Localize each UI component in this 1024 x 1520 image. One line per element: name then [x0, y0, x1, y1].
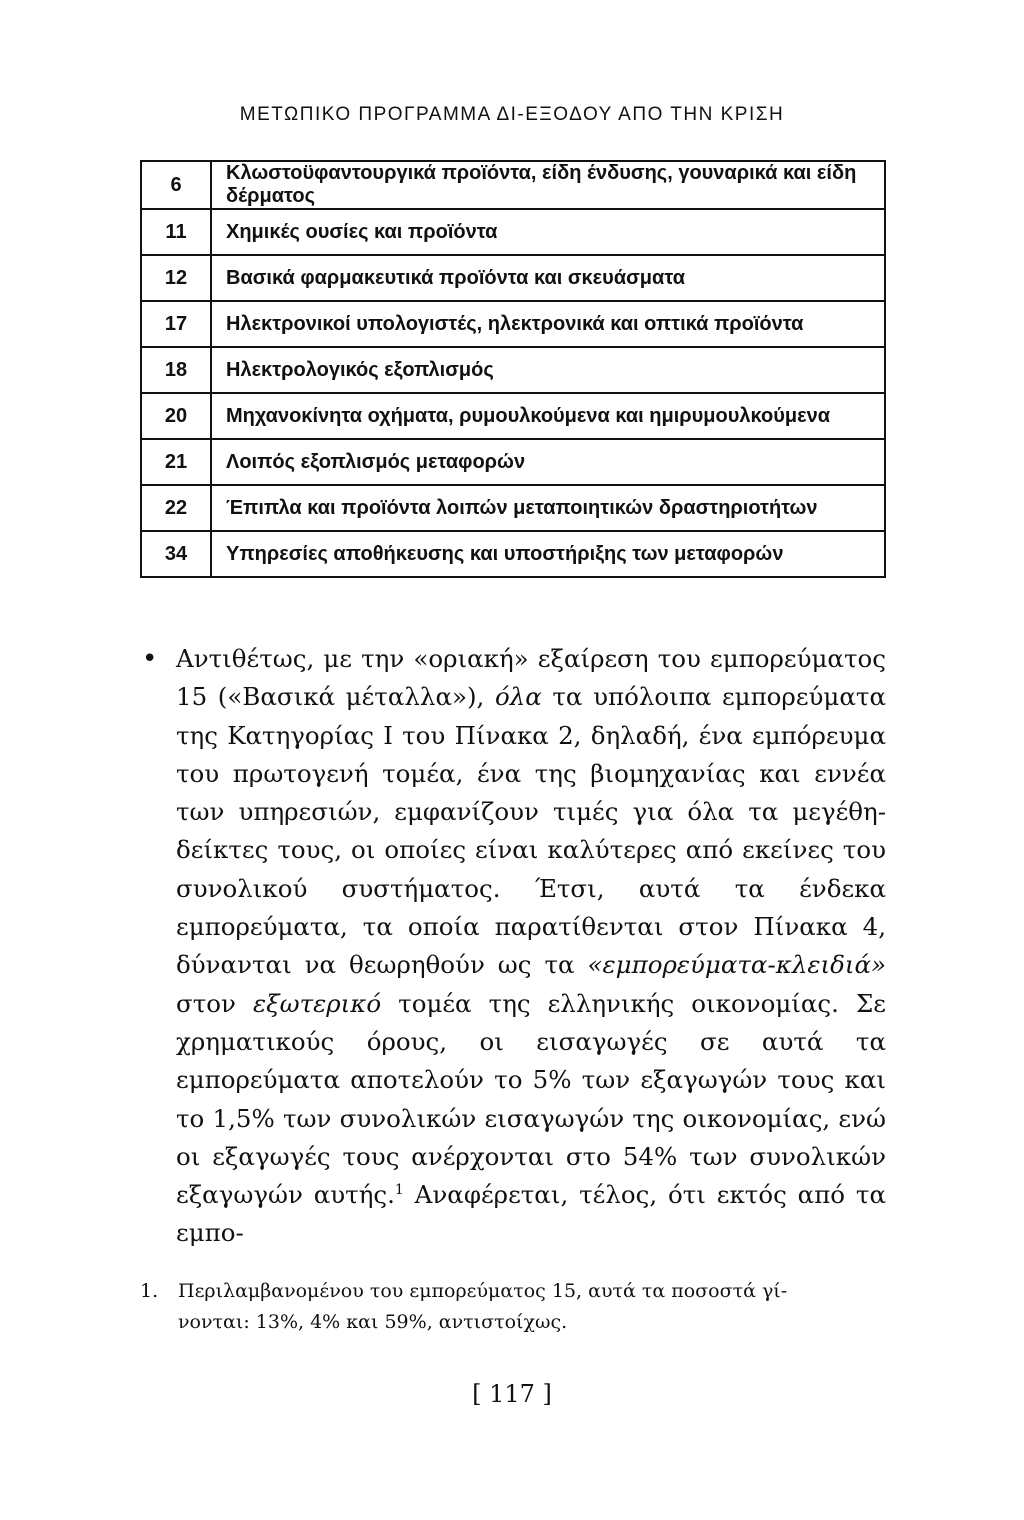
commodity-code: 11 [141, 209, 211, 255]
footnote-line-1 [140, 1276, 886, 1307]
commodity-label: Υπηρεσίες αποθήκευσης και υποστήριξης των μεταφορών [211, 531, 885, 577]
commodity-label: Βασικά φαρμακευτικά προϊόντα και σκευάσματα [211, 255, 885, 301]
table-row [141, 485, 885, 531]
commodity-label: Μηχανοκίνητα οχήματα, ρυμουλκούμενα και ημιρυμουλκούμενα [211, 393, 885, 439]
body-text-part-2: τα υπόλοιπα εμπορεύματα της Κατηγορίας Ι του Πίνακα 2, δηλαδή, ένα εμπόρευμα του πρωτογενή τομέα, ένα της βιομηχανίας και εννέα των υπηρεσιών, εμφανίζουν τιμές για όλα τα μεγέθη-δείκτες τους, οι οποίες είναι καλύτερες από εκείνες του συνολικού συστήματος. Έτσι, αυτά τα ένδεκα εμπορεύματα, τα οποία παρατίθενται στον Πίνακα 4, δύνανται να θεωρηθούν ως τα [176, 682, 886, 980]
bullet-marker: • [142, 644, 158, 674]
commodity-label: Ηλεκτρονικοί υπολογιστές, ηλεκτρονικά και οπτικά προϊόντα [211, 301, 885, 347]
body-paragraph [176, 640, 886, 1253]
footnote-reference[interactable]: 1 [394, 1182, 404, 1198]
commodity-code: 21 [141, 439, 211, 485]
commodity-label: Ηλεκτρολογικός εξοπλισμός [211, 347, 885, 393]
table-row [141, 439, 885, 485]
commodity-code: 34 [141, 531, 211, 577]
table-row [141, 531, 885, 577]
running-head: ΜΕΤΩΠΙΚΟ ΠΡΟΓΡΑΜΜΑ ΔΙ-ΕΞΟΔΟΥ ΑΠΟ ΤΗΝ ΚΡΙΣΗ [239, 104, 785, 125]
commodity-code: 20 [141, 393, 211, 439]
commodity-code: 18 [141, 347, 211, 393]
footnote-text-1: Περιλαμβανομένου του εμπορεύματος 15, αυτά τα ποσοστά γί- [178, 1280, 788, 1302]
commodity-label: Λοιπός εξοπλισμός μεταφορών [211, 439, 885, 485]
body-emphasis-key-commodities: «εμπορεύματα-κλειδιά» [587, 950, 886, 980]
table-row [141, 347, 885, 393]
body-emphasis-ola: όλα [494, 682, 542, 712]
body-text-part-5: Αναφέρεται, τέλος, ότι εκτός από τα εμπο- [176, 1180, 886, 1248]
table-row [141, 393, 885, 439]
commodity-code: 17 [141, 301, 211, 347]
table-row [141, 209, 885, 255]
body-text-part-3: στον [176, 988, 253, 1018]
page-number: [ 117 ] [472, 1380, 552, 1408]
commodity-label: Χημικές ουσίες και προϊόντα [211, 209, 885, 255]
table-row [141, 255, 885, 301]
commodity-code: 6 [141, 161, 211, 209]
table-row [141, 301, 885, 347]
commodity-label: Κλωστοϋφαντουργικά προϊόντα, είδη ένδυσης, γουναρικά και είδη δέρματος [211, 161, 885, 209]
commodity-code: 22 [141, 485, 211, 531]
footnote-text-2: νονται: 13%, 4% και 59%, αντιστοίχως. [178, 1311, 568, 1333]
body-emphasis-external: εξωτερικό [252, 988, 382, 1018]
commodity-table [140, 160, 886, 578]
commodity-code: 12 [141, 255, 211, 301]
commodity-label: Έπιπλα και προϊόντα λοιπών μεταποιητικών δραστηριοτήτων [211, 485, 885, 531]
footnote-number: 1. [140, 1280, 159, 1302]
table-row [141, 161, 885, 209]
body-text-part-4: τομέα της ελληνικής οικονομίας. Σε χρηματικούς όρους, οι εισαγωγές σε αυτά τα εμπορεύματα αποτελούν το 5% των εξαγωγών τους και το 1,5% των συνολικών εισαγωγών της οικονομίας, ενώ οι εξαγωγές τους ανέρχονται στο 54% των συνολικών εξαγωγών αυτής. [176, 988, 886, 1210]
body-text-part-1: Αντιθέτως, με την «οριακή» εξαίρεση του εμπορεύματος 15 («Βασικά μέταλλα»), [176, 644, 886, 712]
footnote [140, 1276, 886, 1338]
